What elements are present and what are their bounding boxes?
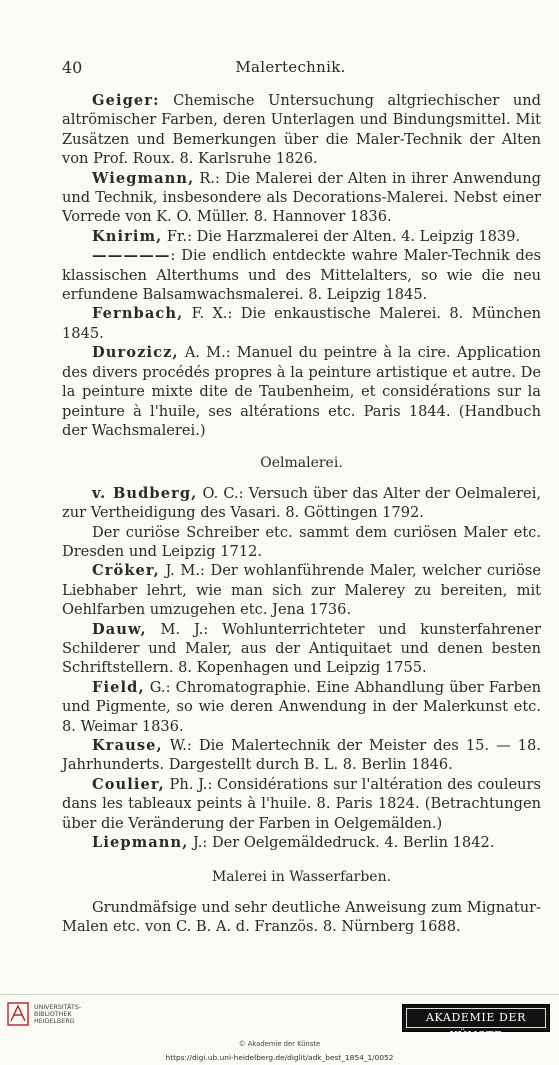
entry-author: Krause, — [92, 737, 163, 754]
bibliography-entry — [62, 343, 541, 440]
entry-text: Chemische Untersuchung altgriechischer und altrömischer Farben, deren Unterlagen und Bindungsmittel. Mit Zusätzen und Bemerkungen über die Maler-Technik der Alten von Prof. Roux. 8. Karlsruhe 1826. — [62, 92, 541, 168]
entry-text: A. M.: Manuel du peintre à la cire. Application des divers procédés propres à la peinture artistique et autre. De la peinture mixte dite de Taubenheim, et considérations sur la peinture à l'huile, ses altérations etc. Paris 1844. (Handbuch der Wachsmalerei.) — [62, 344, 541, 439]
bibliography-list-watercolor — [62, 898, 541, 937]
entry-text: Fr.: Die Harzmalerei der Alten. 4. Leipzig 1839. — [162, 227, 521, 245]
entry-author: Wiegmann, — [92, 169, 195, 187]
entry-text: Der curiöse Schreiber etc. sammt dem curiösen Maler etc. Dresden und Leipzig 1712. — [62, 523, 541, 560]
bibliography-entry — [62, 169, 541, 227]
bibliography-entry — [62, 91, 541, 169]
bibliography-entry — [62, 304, 541, 343]
entry-text: J.: Der Oelgemäldedruck. 4. Berlin 1842. — [188, 834, 495, 852]
bibliography-entry — [62, 246, 541, 304]
entry-text: Ph. J.: Considérations sur l'altération des couleurs dans les tableaux peints à l'huile. 8. Paris 1824. (Betrachtungen über die Veränderung der Farben in Oelgemälden.) — [62, 775, 541, 832]
entry-author: Cröker, — [92, 562, 160, 580]
library-name — [34, 1004, 81, 1026]
library-logo[interactable] — [6, 1001, 126, 1031]
entry-text: W.: Die Malertechnik der Meister des 15. — 18. Jahrhunderts. Dargestellt durch B. L. 8. Berlin 1846. — [62, 737, 541, 774]
library-name-line: UNIVERSITÄTS- — [34, 1004, 81, 1011]
entry-author: Knirim, — [92, 227, 163, 245]
entry-author: Field, — [92, 678, 145, 696]
footer-divider — [0, 994, 559, 995]
entry-text: M. J.: Wohlunterrichteter und kunsterfahrener Schilderer und Maler, aus der Antiquitaet und denen besten Schriftstellern. 8. Kopenhagen und Leipzig 1755. — [62, 620, 541, 677]
bibliography-list-ancient — [62, 91, 541, 440]
entry-author: ————— — [92, 247, 171, 265]
copyright-notice: © Akademie der Künste — [238, 1040, 321, 1048]
running-head — [62, 58, 519, 78]
entry-text: : Die endlich entdeckte wahre Maler-Technik des klassischen Alterthums und des Mittelalters, so wie die neu erfundene Balsamwachsmalerei. 8. Leipzig 1845. — [62, 247, 541, 304]
bibliography-list-oil — [62, 484, 541, 853]
page-body — [62, 91, 541, 937]
bibliography-entry — [62, 523, 541, 562]
entry-author: Coulier, — [92, 775, 165, 793]
section-heading-oelmalerei: Oelmalerei. — [260, 455, 343, 472]
library-name-line: HEIDELBERG — [34, 1018, 75, 1026]
entry-author: Liepmann, — [92, 834, 189, 852]
entry-author: Fernbach, — [92, 305, 184, 323]
source-url[interactable]: https://digi.ub.uni-heidelberg.de/diglit/adk_best_1854_1/0052 — [165, 1053, 394, 1062]
bibliography-entry — [62, 736, 541, 775]
akademie-label: AKADEMIE DER KÜNSTE — [406, 1008, 546, 1028]
bibliography-entry — [62, 620, 541, 678]
akademie-logo[interactable] — [402, 1004, 550, 1042]
bibliography-entry — [62, 227, 541, 246]
running-title: Malertechnik. — [235, 58, 346, 76]
entry-author: Durozicz, — [92, 344, 179, 362]
entry-text: J. M.: Der wohlanführende Maler, welcher curiöse Liebhaber lehrt, wie man sich zur Malerey zu bereiten, mit Oehlfarben umzugehen etc. Jena 1736. — [62, 562, 541, 619]
entry-text: F. X.: Die enkaustische Malerei. 8. München 1845. — [62, 305, 541, 342]
entry-text: Grundmäfsige und sehr deutliche Anweisung zum Mignatur-Malen etc. von C. B. A. d. Französ. 8. Nürnberg 1688. — [62, 898, 541, 936]
bibliography-entry — [62, 484, 541, 523]
entry-text: O. C.: Versuch über das Alter der Oelmalerei, zur Vertheidigung des Vasari. 8. Göttingen 1792. — [62, 484, 541, 522]
bibliography-entry — [62, 775, 541, 833]
bibliography-entry — [62, 678, 541, 736]
page-number: 40 — [62, 58, 83, 77]
section-heading-wasserfarben: Malerei in Wasserfarben. — [211, 869, 392, 886]
library-name-line: BIBLIOTHEK — [34, 1011, 72, 1019]
entry-text: R.: Die Malerei der Alten in ihrer Anwendung und Technik, insbesondere als Decorations-Malerei. Nebst einer Vorrede von K. O. Müller. 8. Hannover 1836. — [62, 169, 541, 226]
entry-author: v. Budberg, — [92, 484, 198, 502]
bibliography-entry — [62, 898, 541, 937]
bibliography-entry — [62, 561, 541, 619]
entry-author: Dauw, — [92, 620, 147, 638]
entry-text: G.: Chromatographie. Eine Abhandlung über Farben und Pigmente, so wie deren Anwendung in der Malerkunst etc. 8. Weimar 1836. — [62, 678, 541, 735]
entry-author: Geiger: — [92, 92, 160, 109]
library-seal-icon — [6, 1001, 30, 1027]
bibliography-entry — [62, 833, 541, 852]
